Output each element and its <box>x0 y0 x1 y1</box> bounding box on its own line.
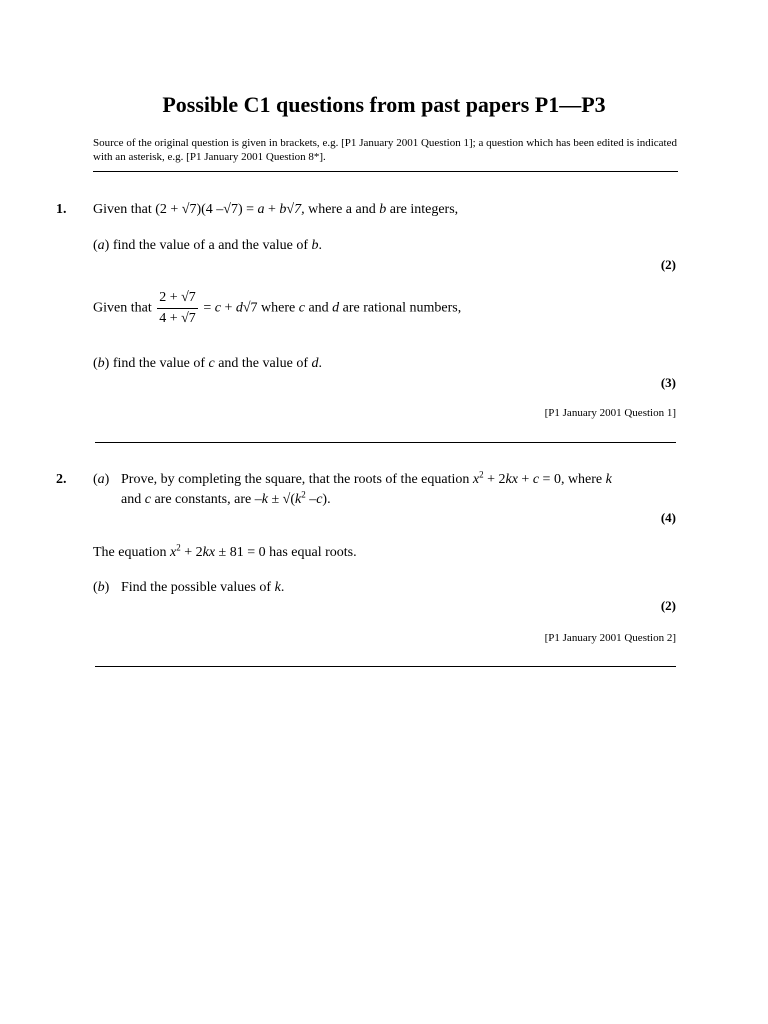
question-2-equation: The equation $x^2 + 2kx \pm 81 = 0$ has equal roots. <box>93 542 357 560</box>
question-2-part-b: Find the possible values of k. <box>121 580 285 595</box>
question-1-mark-a: (2) <box>660 257 676 272</box>
question-1-stem: Given that (2 + √7)(4 –√7) = a + b√7, where a and b are integers, <box>93 202 459 217</box>
fraction: $\frac{2 + √7}{4 + √7}$ <box>159 290 196 326</box>
question-1-part-a: (a) find the value of a and the value of b. <box>93 238 322 253</box>
question-1-number: 1. <box>56 202 67 217</box>
question-2-part-a-line1: Prove, by completing the square, that the roots of the equation $x^2 + 2kx + c = 0$, where k <box>121 469 612 487</box>
question-2-mark-b: (2) <box>660 598 676 613</box>
question-2-part-a-label: (a) <box>93 472 110 487</box>
question-1-rule <box>95 442 676 443</box>
question-1-given-fraction: Given that $\frac{2 + √7}{4 + √7}$ = c + d√7 where c and d are rational numbers, <box>93 290 462 326</box>
question-2-part-b-label: (b) <box>93 580 110 595</box>
page-title: Possible C1 questions from past papers P1—P3 <box>162 92 606 117</box>
question-2-source: [P1 January 2001 Question 2] <box>544 632 676 644</box>
question-2-part-a-line2: and c are constants, are $-k \pm √(k^2$ –c). <box>121 489 331 507</box>
question-1-mark-b: (3) <box>660 375 676 390</box>
question-1-part-b: (b) find the value of c and the value of d. <box>93 356 322 371</box>
question-1-source: [P1 January 2001 Question 1] <box>544 407 676 419</box>
source-note: Source of the original question is given in brackets, e.g. [P1 January 2001 Question 1]; a question which has been edited is indicated with an asterisk, e.g. [P1 January 2001 Question 8*]. <box>93 137 677 163</box>
header-rule <box>93 171 678 172</box>
question-2-rule <box>95 666 676 667</box>
question-2-mark-a: (4) <box>660 510 676 525</box>
question-2-number: 2. <box>56 472 67 487</box>
